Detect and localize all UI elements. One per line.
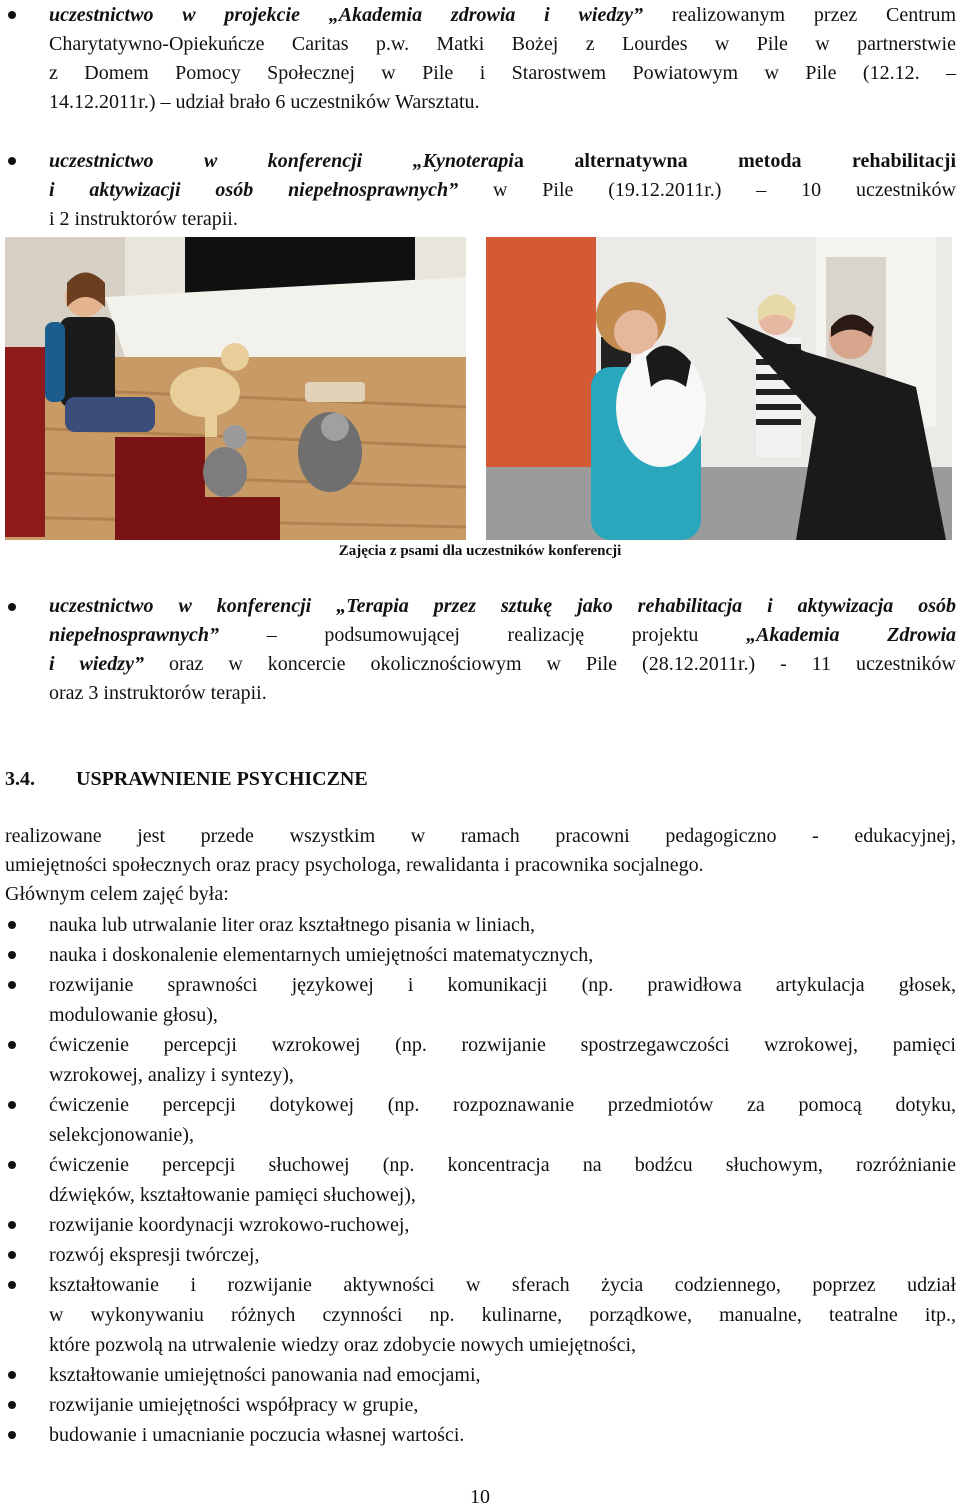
list-item-line: rozwijanie umiejętności współpracy w grupie,: [49, 1394, 419, 1416]
list-item-line: nauka i doskonalenie elementarnych umiejętności matematycznych,: [49, 944, 594, 966]
text-line: Głównym celem zajęć była:: [5, 883, 229, 905]
list-item-line: kształtowanie i rozwijanie aktywności w sferach życia codziennego, poprzez udział: [49, 1274, 956, 1296]
list-item-line: ćwiczenie percepcji dotykowej (np. rozpoznawanie przedmiotów za pomocą dotyku,: [49, 1094, 956, 1116]
bullet-icon: [8, 1401, 16, 1409]
list-item-line: w wykonywaniu różnych czynności np. kulinarne, porządkowe, manualne, teatralne itp.,: [49, 1304, 956, 1326]
text-line: i wiedzy” oraz w koncercie okolicznościowym w Pile (28.12.2011r.) - 11 uczestników: [49, 653, 956, 675]
bullet-icon: [8, 1221, 16, 1229]
text-line: z Domem Pomocy Społecznej w Pile i Starostwem Powiatowym w Pile (12.12. –: [49, 62, 956, 84]
list-item-line: budowanie i umacnianie poczucia własnej wartości.: [49, 1424, 465, 1446]
section-number: 3.4.: [5, 768, 35, 790]
bullet-icon: [8, 1251, 16, 1259]
list-item-line: ćwiczenie percepcji słuchowej (np. koncentracja na bodźcu słuchowym, rozróżnianie: [49, 1154, 956, 1176]
text-line: umiejętności społecznych oraz pracy psychologa, rewalidanta i pracownika socjalnego.: [5, 854, 704, 876]
text-line: Charytatywno-Opiekuńcze Caritas p.w. Matki Bożej z Lourdes w Pile w partnerstwie: [49, 33, 956, 55]
photo-dogs-session: [5, 237, 466, 540]
text-line: 14.12.2011r.) – udział brało 6 uczestników Warsztatu.: [49, 91, 480, 113]
bullet-icon: [8, 1281, 16, 1289]
list-item-line: ćwiczenie percepcji wzrokowej (np. rozwijanie spostrzegawczości wzrokowej, pamięci: [49, 1034, 956, 1056]
list-item-line: rozwijanie koordynacji wzrokowo-ruchowej,: [49, 1214, 410, 1236]
text-line: uczestnictwo w konferencji „Kynoterapia alternatywna metoda rehabilitacji: [49, 150, 957, 172]
text-line: niepełnosprawnych” – podsumowującej realizację projektu „Akademia Zdrowia: [49, 624, 956, 646]
list-item-line: dźwięków, kształtowanie pamięci słuchowej),: [49, 1184, 416, 1206]
bullet-icon: [8, 981, 16, 989]
page-number: 10: [470, 1486, 490, 1508]
bullet-icon: [8, 11, 16, 19]
bullet-icon: [8, 1431, 16, 1439]
text-line: realizowane jest przede wszystkim w ramach pracowni pedagogiczno - edukacyjnej,: [5, 825, 956, 847]
section-title: USPRAWNIENIE PSYCHICZNE: [76, 768, 368, 790]
list-item-line: kształtowanie umiejętności panowania nad emocjami,: [49, 1364, 481, 1386]
text-line: oraz 3 instruktorów terapii.: [49, 682, 267, 704]
text-line: i 2 instruktorów terapii.: [49, 208, 238, 230]
bullet-icon: [8, 1161, 16, 1169]
list-item-line: rozwijanie sprawności językowej i komunikacji (np. prawidłowa artykulacja głosek,: [49, 974, 956, 996]
list-item-line: które pozwolą na utrwalenie wiedzy oraz zdobycie nowych umiejętności,: [49, 1334, 637, 1356]
bullet-icon: [8, 1041, 16, 1049]
list-item-line: rozwój ekspresji twórczej,: [49, 1244, 260, 1266]
list-item-line: nauka lub utrwalanie liter oraz kształtnego pisania w liniach,: [49, 914, 535, 936]
bullet-icon: [8, 1371, 16, 1379]
bullet-icon: [8, 921, 16, 929]
photo-conference-illustration: [486, 237, 952, 540]
text-line: i aktywizacji osób niepełnosprawnych” w Pile (19.12.2011r.) – 10 uczestników: [49, 179, 956, 201]
photo-caption: Zajęcia z psami dla uczestników konferencji: [338, 543, 622, 559]
bullet-icon: [8, 603, 16, 611]
list-item-line: wzrokowej, analizy i syntezy),: [49, 1064, 294, 1086]
bullet-icon: [8, 1101, 16, 1109]
text-line: uczestnictwo w projekcie „Akademia zdrowia i wiedzy” realizowanym przez Centrum: [49, 4, 957, 26]
bullet-icon: [8, 157, 16, 165]
photo-conference-dog: [486, 237, 952, 540]
text-line: uczestnictwo w konferencji „Terapia przez sztukę jako rehabilitacja i aktywizacja osób: [49, 595, 956, 617]
list-item-line: selekcjonowanie),: [49, 1124, 194, 1146]
bullet-icon: [8, 951, 16, 959]
photo-dogs-illustration: [5, 237, 466, 540]
list-item-line: modulowanie głosu),: [49, 1004, 218, 1026]
